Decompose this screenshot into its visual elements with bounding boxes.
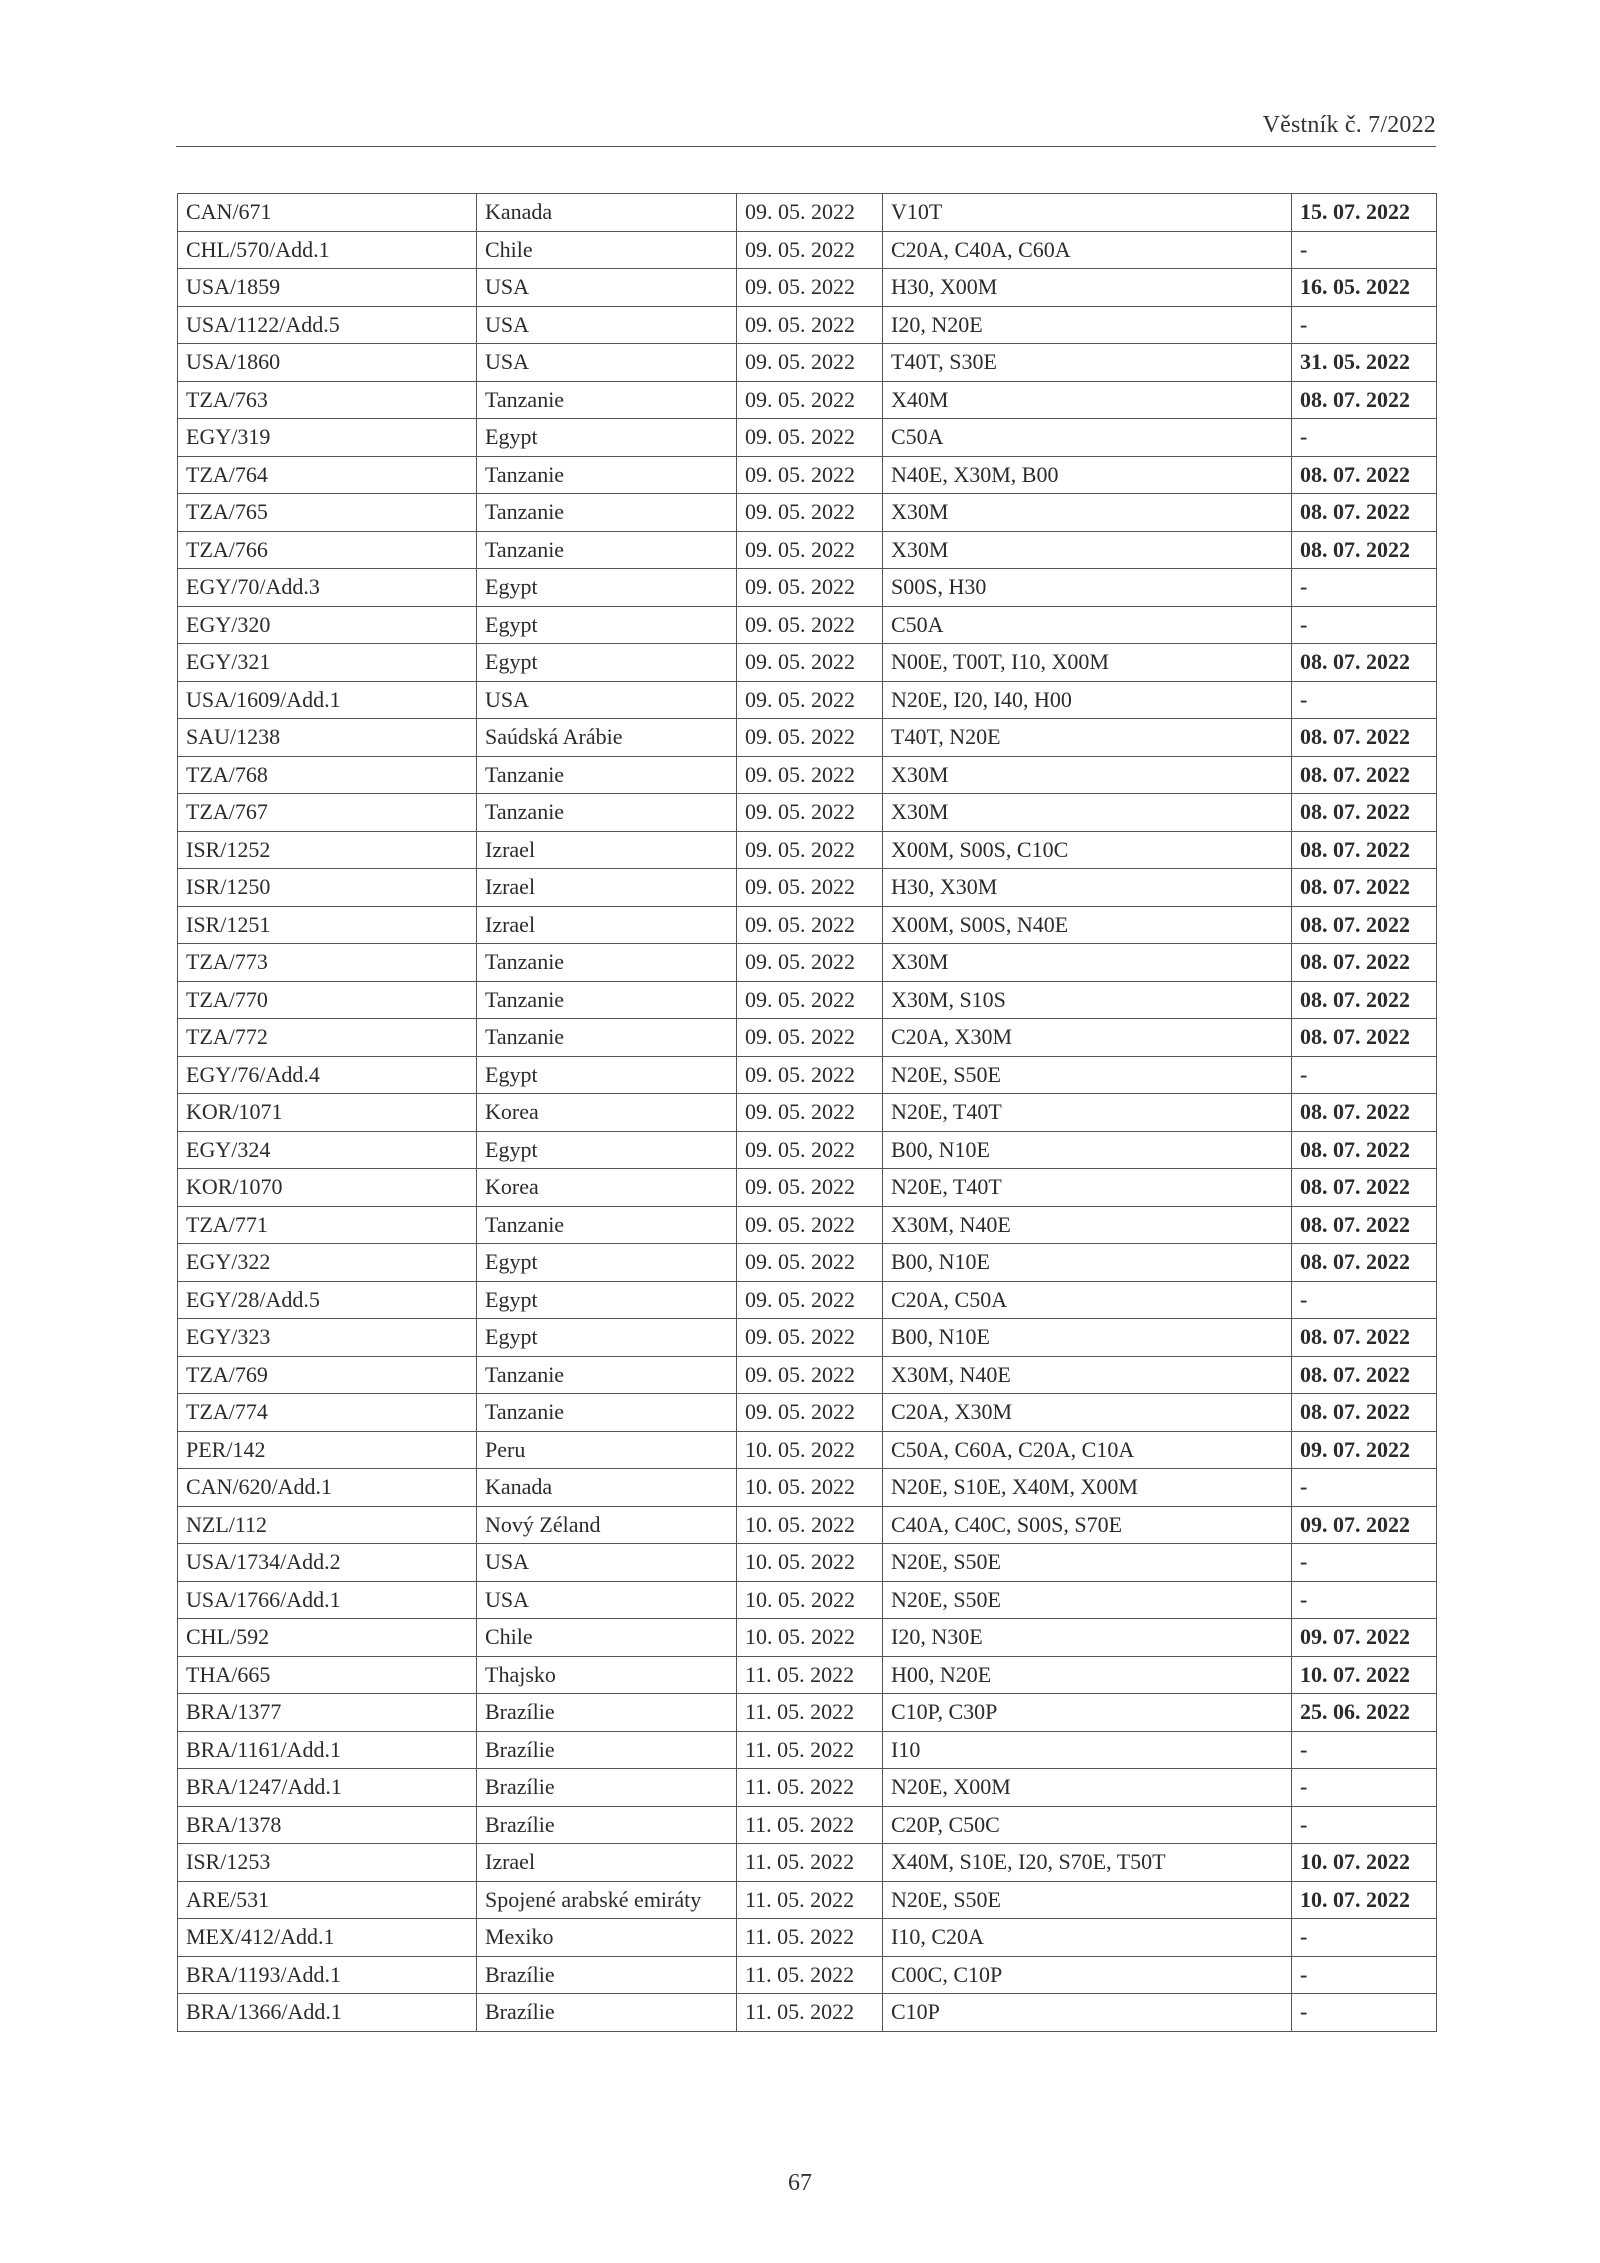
notification-id-cell: BRA/1161/Add.1 bbox=[178, 1731, 477, 1769]
country-cell: Tanzanie bbox=[477, 494, 737, 532]
country-cell: Egypt bbox=[477, 644, 737, 682]
country-cell: Nový Zéland bbox=[477, 1506, 737, 1544]
notification-id-cell: BRA/1247/Add.1 bbox=[178, 1769, 477, 1807]
table-row bbox=[178, 419, 1437, 457]
notification-id-cell: BRA/1378 bbox=[178, 1806, 477, 1844]
notification-id-cell: EGY/28/Add.5 bbox=[178, 1281, 477, 1319]
bulletin-title: Věstník č. 7/2022 bbox=[1262, 112, 1436, 138]
table-row bbox=[178, 1994, 1437, 2032]
product-codes-cell: C20A, X30M bbox=[883, 1019, 1292, 1057]
country-cell: USA bbox=[477, 1544, 737, 1582]
country-cell: Tanzanie bbox=[477, 1206, 737, 1244]
product-codes-cell: C40A, C40C, S00S, S70E bbox=[883, 1506, 1292, 1544]
notification-id-cell: SAU/1238 bbox=[178, 719, 477, 757]
date-cell: 09. 05. 2022 bbox=[737, 269, 883, 307]
country-cell: USA bbox=[477, 269, 737, 307]
date-cell: 09. 05. 2022 bbox=[737, 1281, 883, 1319]
country-cell: Tanzanie bbox=[477, 1356, 737, 1394]
product-codes-cell: X30M bbox=[883, 494, 1292, 532]
product-codes-cell: I20, N30E bbox=[883, 1619, 1292, 1657]
country-cell: Izrael bbox=[477, 1844, 737, 1882]
notification-id-cell: BRA/1193/Add.1 bbox=[178, 1956, 477, 1994]
product-codes-cell: C50A bbox=[883, 419, 1292, 457]
deadline-cell: 15. 07. 2022 bbox=[1292, 194, 1437, 232]
table-row bbox=[178, 1169, 1437, 1207]
product-codes-cell: X30M bbox=[883, 794, 1292, 832]
product-codes-cell: C20A, X30M bbox=[883, 1394, 1292, 1432]
country-cell: Egypt bbox=[477, 569, 737, 607]
country-cell: Thajsko bbox=[477, 1656, 737, 1694]
product-codes-cell: X30M bbox=[883, 944, 1292, 982]
notification-id-cell: USA/1122/Add.5 bbox=[178, 306, 477, 344]
table-row bbox=[178, 306, 1437, 344]
product-codes-cell: N20E, S50E bbox=[883, 1544, 1292, 1582]
notification-id-cell: USA/1734/Add.2 bbox=[178, 1544, 477, 1582]
product-codes-cell: T40T, S30E bbox=[883, 344, 1292, 382]
country-cell: Tanzanie bbox=[477, 794, 737, 832]
product-codes-cell: N20E, I20, I40, H00 bbox=[883, 681, 1292, 719]
table-row bbox=[178, 269, 1437, 307]
country-cell: Saúdská Arábie bbox=[477, 719, 737, 757]
date-cell: 09. 05. 2022 bbox=[737, 719, 883, 757]
product-codes-cell: I10, C20A bbox=[883, 1919, 1292, 1957]
product-codes-cell: X30M, N40E bbox=[883, 1356, 1292, 1394]
product-codes-cell: C00C, C10P bbox=[883, 1956, 1292, 1994]
notification-id-cell: ISR/1252 bbox=[178, 831, 477, 869]
date-cell: 09. 05. 2022 bbox=[737, 681, 883, 719]
notification-id-cell: THA/665 bbox=[178, 1656, 477, 1694]
product-codes-cell: X30M bbox=[883, 531, 1292, 569]
date-cell: 09. 05. 2022 bbox=[737, 831, 883, 869]
date-cell: 09. 05. 2022 bbox=[737, 419, 883, 457]
notification-id-cell: TZA/774 bbox=[178, 1394, 477, 1432]
product-codes-cell: X00M, S00S, N40E bbox=[883, 906, 1292, 944]
date-cell: 09. 05. 2022 bbox=[737, 1131, 883, 1169]
deadline-cell: - bbox=[1292, 1281, 1437, 1319]
country-cell: Tanzanie bbox=[477, 531, 737, 569]
country-cell: Egypt bbox=[477, 1244, 737, 1282]
notification-id-cell: EGY/323 bbox=[178, 1319, 477, 1357]
product-codes-cell: X40M bbox=[883, 381, 1292, 419]
notification-id-cell: KOR/1070 bbox=[178, 1169, 477, 1207]
country-cell: Izrael bbox=[477, 869, 737, 907]
country-cell: Egypt bbox=[477, 606, 737, 644]
deadline-cell: - bbox=[1292, 1469, 1437, 1507]
product-codes-cell: C20A, C50A bbox=[883, 1281, 1292, 1319]
table-row bbox=[178, 756, 1437, 794]
product-codes-cell: N20E, X00M bbox=[883, 1769, 1292, 1807]
date-cell: 09. 05. 2022 bbox=[737, 1206, 883, 1244]
table-row bbox=[178, 981, 1437, 1019]
product-codes-cell: I10 bbox=[883, 1731, 1292, 1769]
table-row bbox=[178, 1581, 1437, 1619]
country-cell: USA bbox=[477, 1581, 737, 1619]
deadline-cell: 08. 07. 2022 bbox=[1292, 1394, 1437, 1432]
date-cell: 10. 05. 2022 bbox=[737, 1544, 883, 1582]
deadline-cell: - bbox=[1292, 231, 1437, 269]
country-cell: Tanzanie bbox=[477, 1019, 737, 1057]
table-row bbox=[178, 231, 1437, 269]
table-row bbox=[178, 1956, 1437, 1994]
deadline-cell: - bbox=[1292, 306, 1437, 344]
table-row bbox=[178, 606, 1437, 644]
notification-id-cell: TZA/764 bbox=[178, 456, 477, 494]
notification-id-cell: USA/1766/Add.1 bbox=[178, 1581, 477, 1619]
table-row bbox=[178, 1694, 1437, 1732]
table-row bbox=[178, 531, 1437, 569]
country-cell: Brazílie bbox=[477, 1731, 737, 1769]
table-row bbox=[178, 1806, 1437, 1844]
product-codes-cell: C10P bbox=[883, 1994, 1292, 2032]
table-row bbox=[178, 1206, 1437, 1244]
country-cell: Brazílie bbox=[477, 1806, 737, 1844]
product-codes-cell: X00M, S00S, C10C bbox=[883, 831, 1292, 869]
date-cell: 11. 05. 2022 bbox=[737, 1844, 883, 1882]
notification-id-cell: EGY/70/Add.3 bbox=[178, 569, 477, 607]
notification-id-cell: EGY/324 bbox=[178, 1131, 477, 1169]
country-cell: Peru bbox=[477, 1431, 737, 1469]
country-cell: Izrael bbox=[477, 906, 737, 944]
table-row bbox=[178, 456, 1437, 494]
notification-id-cell: USA/1860 bbox=[178, 344, 477, 382]
deadline-cell: 08. 07. 2022 bbox=[1292, 1356, 1437, 1394]
deadline-cell: - bbox=[1292, 681, 1437, 719]
date-cell: 10. 05. 2022 bbox=[737, 1619, 883, 1657]
notification-id-cell: ISR/1250 bbox=[178, 869, 477, 907]
country-cell: Tanzanie bbox=[477, 981, 737, 1019]
country-cell: Chile bbox=[477, 1619, 737, 1657]
country-cell: USA bbox=[477, 344, 737, 382]
notification-id-cell: TZA/763 bbox=[178, 381, 477, 419]
table-row bbox=[178, 644, 1437, 682]
notification-id-cell: TZA/769 bbox=[178, 1356, 477, 1394]
deadline-cell: 08. 07. 2022 bbox=[1292, 831, 1437, 869]
product-codes-cell: C20P, C50C bbox=[883, 1806, 1292, 1844]
country-cell: Korea bbox=[477, 1094, 737, 1132]
date-cell: 09. 05. 2022 bbox=[737, 869, 883, 907]
notification-id-cell: BRA/1377 bbox=[178, 1694, 477, 1732]
product-codes-cell: N20E, S10E, X40M, X00M bbox=[883, 1469, 1292, 1507]
notification-id-cell: BRA/1366/Add.1 bbox=[178, 1994, 477, 2032]
date-cell: 09. 05. 2022 bbox=[737, 1056, 883, 1094]
deadline-cell: 08. 07. 2022 bbox=[1292, 381, 1437, 419]
country-cell: Egypt bbox=[477, 419, 737, 457]
deadline-cell: - bbox=[1292, 1731, 1437, 1769]
deadline-cell: 08. 07. 2022 bbox=[1292, 981, 1437, 1019]
notification-id-cell: TZA/768 bbox=[178, 756, 477, 794]
table-row bbox=[178, 1469, 1437, 1507]
date-cell: 09. 05. 2022 bbox=[737, 1019, 883, 1057]
country-cell: Tanzanie bbox=[477, 756, 737, 794]
country-cell: Kanada bbox=[477, 1469, 737, 1507]
deadline-cell: - bbox=[1292, 606, 1437, 644]
deadline-cell: 25. 06. 2022 bbox=[1292, 1694, 1437, 1732]
notification-id-cell: MEX/412/Add.1 bbox=[178, 1919, 477, 1957]
table-row bbox=[178, 1919, 1437, 1957]
deadline-cell: 10. 07. 2022 bbox=[1292, 1656, 1437, 1694]
date-cell: 09. 05. 2022 bbox=[737, 944, 883, 982]
notification-id-cell: TZA/773 bbox=[178, 944, 477, 982]
notification-id-cell: KOR/1071 bbox=[178, 1094, 477, 1132]
product-codes-cell: X30M, N40E bbox=[883, 1206, 1292, 1244]
notification-id-cell: USA/1859 bbox=[178, 269, 477, 307]
product-codes-cell: N20E, T40T bbox=[883, 1169, 1292, 1207]
table-row bbox=[178, 1769, 1437, 1807]
country-cell: Brazílie bbox=[477, 1956, 737, 1994]
country-cell: Brazílie bbox=[477, 1994, 737, 2032]
date-cell: 11. 05. 2022 bbox=[737, 1994, 883, 2032]
product-codes-cell: H30, X00M bbox=[883, 269, 1292, 307]
date-cell: 11. 05. 2022 bbox=[737, 1881, 883, 1919]
table-row bbox=[178, 1431, 1437, 1469]
table-row bbox=[178, 1131, 1437, 1169]
notification-id-cell: CAN/620/Add.1 bbox=[178, 1469, 477, 1507]
deadline-cell: 10. 07. 2022 bbox=[1292, 1844, 1437, 1882]
product-codes-cell: C50A, C60A, C20A, C10A bbox=[883, 1431, 1292, 1469]
deadline-cell: 08. 07. 2022 bbox=[1292, 869, 1437, 907]
deadline-cell: 08. 07. 2022 bbox=[1292, 1131, 1437, 1169]
table-body bbox=[178, 194, 1437, 2032]
date-cell: 09. 05. 2022 bbox=[737, 231, 883, 269]
product-codes-cell: X30M bbox=[883, 756, 1292, 794]
country-cell: Brazílie bbox=[477, 1769, 737, 1807]
date-cell: 09. 05. 2022 bbox=[737, 456, 883, 494]
date-cell: 11. 05. 2022 bbox=[737, 1731, 883, 1769]
notification-id-cell: EGY/319 bbox=[178, 419, 477, 457]
notification-id-cell: EGY/76/Add.4 bbox=[178, 1056, 477, 1094]
deadline-cell: 10. 07. 2022 bbox=[1292, 1881, 1437, 1919]
deadline-cell: - bbox=[1292, 1994, 1437, 2032]
notification-id-cell: USA/1609/Add.1 bbox=[178, 681, 477, 719]
date-cell: 11. 05. 2022 bbox=[737, 1656, 883, 1694]
table-row bbox=[178, 1394, 1437, 1432]
product-codes-cell: N00E, T00T, I10, X00M bbox=[883, 644, 1292, 682]
date-cell: 09. 05. 2022 bbox=[737, 306, 883, 344]
date-cell: 11. 05. 2022 bbox=[737, 1806, 883, 1844]
date-cell: 09. 05. 2022 bbox=[737, 381, 883, 419]
deadline-cell: 09. 07. 2022 bbox=[1292, 1506, 1437, 1544]
table-row bbox=[178, 1019, 1437, 1057]
notification-id-cell: TZA/765 bbox=[178, 494, 477, 532]
deadline-cell: - bbox=[1292, 1056, 1437, 1094]
country-cell: Mexiko bbox=[477, 1919, 737, 1957]
table-row bbox=[178, 1881, 1437, 1919]
product-codes-cell: B00, N10E bbox=[883, 1131, 1292, 1169]
table-row bbox=[178, 194, 1437, 232]
table-row bbox=[178, 1319, 1437, 1357]
table-row bbox=[178, 1244, 1437, 1282]
country-cell: Spojené arabské emiráty bbox=[477, 1881, 737, 1919]
table-row bbox=[178, 1844, 1437, 1882]
deadline-cell: - bbox=[1292, 569, 1437, 607]
deadline-cell: - bbox=[1292, 1769, 1437, 1807]
notification-id-cell: EGY/321 bbox=[178, 644, 477, 682]
product-codes-cell: C20A, C40A, C60A bbox=[883, 231, 1292, 269]
deadline-cell: 31. 05. 2022 bbox=[1292, 344, 1437, 382]
date-cell: 10. 05. 2022 bbox=[737, 1469, 883, 1507]
table-row bbox=[178, 381, 1437, 419]
deadline-cell: 08. 07. 2022 bbox=[1292, 1094, 1437, 1132]
table-row bbox=[178, 831, 1437, 869]
date-cell: 09. 05. 2022 bbox=[737, 906, 883, 944]
notification-id-cell: EGY/320 bbox=[178, 606, 477, 644]
product-codes-cell: N40E, X30M, B00 bbox=[883, 456, 1292, 494]
deadline-cell: 08. 07. 2022 bbox=[1292, 1319, 1437, 1357]
table-row bbox=[178, 1281, 1437, 1319]
table-row bbox=[178, 869, 1437, 907]
deadline-cell: 08. 07. 2022 bbox=[1292, 531, 1437, 569]
country-cell: Brazílie bbox=[477, 1694, 737, 1732]
date-cell: 10. 05. 2022 bbox=[737, 1506, 883, 1544]
date-cell: 09. 05. 2022 bbox=[737, 1169, 883, 1207]
table-row bbox=[178, 344, 1437, 382]
country-cell: Egypt bbox=[477, 1131, 737, 1169]
table-row bbox=[178, 1731, 1437, 1769]
notification-id-cell: CAN/671 bbox=[178, 194, 477, 232]
date-cell: 09. 05. 2022 bbox=[737, 1319, 883, 1357]
table-row bbox=[178, 719, 1437, 757]
country-cell: Tanzanie bbox=[477, 944, 737, 982]
product-codes-cell: N20E, S50E bbox=[883, 1056, 1292, 1094]
product-codes-cell: X30M, S10S bbox=[883, 981, 1292, 1019]
product-codes-cell: C10P, C30P bbox=[883, 1694, 1292, 1732]
date-cell: 09. 05. 2022 bbox=[737, 569, 883, 607]
date-cell: 11. 05. 2022 bbox=[737, 1769, 883, 1807]
date-cell: 09. 05. 2022 bbox=[737, 794, 883, 832]
product-codes-cell: S00S, H30 bbox=[883, 569, 1292, 607]
table-row bbox=[178, 944, 1437, 982]
notification-id-cell: TZA/772 bbox=[178, 1019, 477, 1057]
product-codes-cell: I20, N20E bbox=[883, 306, 1292, 344]
notification-id-cell: NZL/112 bbox=[178, 1506, 477, 1544]
country-cell: USA bbox=[477, 306, 737, 344]
country-cell: Tanzanie bbox=[477, 381, 737, 419]
country-cell: Egypt bbox=[477, 1056, 737, 1094]
deadline-cell: - bbox=[1292, 1806, 1437, 1844]
page-header bbox=[176, 112, 1436, 147]
date-cell: 09. 05. 2022 bbox=[737, 1244, 883, 1282]
notification-id-cell: PER/142 bbox=[178, 1431, 477, 1469]
date-cell: 11. 05. 2022 bbox=[737, 1919, 883, 1957]
product-codes-cell: B00, N10E bbox=[883, 1319, 1292, 1357]
table-row bbox=[178, 1506, 1437, 1544]
date-cell: 09. 05. 2022 bbox=[737, 344, 883, 382]
date-cell: 09. 05. 2022 bbox=[737, 756, 883, 794]
deadline-cell: 08. 07. 2022 bbox=[1292, 719, 1437, 757]
deadline-cell: 08. 07. 2022 bbox=[1292, 906, 1437, 944]
deadline-cell: - bbox=[1292, 419, 1437, 457]
country-cell: Korea bbox=[477, 1169, 737, 1207]
product-codes-cell: N20E, S50E bbox=[883, 1581, 1292, 1619]
table-row bbox=[178, 681, 1437, 719]
table-row bbox=[178, 569, 1437, 607]
country-cell: Egypt bbox=[477, 1319, 737, 1357]
deadline-cell: - bbox=[1292, 1956, 1437, 1994]
product-codes-cell: H30, X30M bbox=[883, 869, 1292, 907]
table-row bbox=[178, 1544, 1437, 1582]
product-codes-cell: N20E, S50E bbox=[883, 1881, 1292, 1919]
country-cell: USA bbox=[477, 681, 737, 719]
deadline-cell: - bbox=[1292, 1544, 1437, 1582]
date-cell: 11. 05. 2022 bbox=[737, 1694, 883, 1732]
deadline-cell: 08. 07. 2022 bbox=[1292, 1169, 1437, 1207]
product-codes-cell: H00, N20E bbox=[883, 1656, 1292, 1694]
date-cell: 09. 05. 2022 bbox=[737, 981, 883, 1019]
product-codes-cell: V10T bbox=[883, 194, 1292, 232]
deadline-cell: 08. 07. 2022 bbox=[1292, 1244, 1437, 1282]
notification-id-cell: ARE/531 bbox=[178, 1881, 477, 1919]
country-cell: Tanzanie bbox=[477, 1394, 737, 1432]
date-cell: 09. 05. 2022 bbox=[737, 1356, 883, 1394]
date-cell: 09. 05. 2022 bbox=[737, 1394, 883, 1432]
deadline-cell: 08. 07. 2022 bbox=[1292, 644, 1437, 682]
product-codes-cell: T40T, N20E bbox=[883, 719, 1292, 757]
table-row bbox=[178, 494, 1437, 532]
table-row bbox=[178, 1656, 1437, 1694]
date-cell: 09. 05. 2022 bbox=[737, 194, 883, 232]
notification-id-cell: TZA/766 bbox=[178, 531, 477, 569]
notification-id-cell: TZA/767 bbox=[178, 794, 477, 832]
deadline-cell: 08. 07. 2022 bbox=[1292, 944, 1437, 982]
date-cell: 09. 05. 2022 bbox=[737, 494, 883, 532]
country-cell: Chile bbox=[477, 231, 737, 269]
date-cell: 10. 05. 2022 bbox=[737, 1581, 883, 1619]
product-codes-cell: N20E, T40T bbox=[883, 1094, 1292, 1132]
notification-id-cell: CHL/570/Add.1 bbox=[178, 231, 477, 269]
deadline-cell: 09. 07. 2022 bbox=[1292, 1619, 1437, 1657]
deadline-cell: 08. 07. 2022 bbox=[1292, 794, 1437, 832]
date-cell: 09. 05. 2022 bbox=[737, 1094, 883, 1132]
notification-table bbox=[177, 193, 1437, 2032]
date-cell: 09. 05. 2022 bbox=[737, 531, 883, 569]
table-row bbox=[178, 1356, 1437, 1394]
table-row bbox=[178, 1056, 1437, 1094]
product-codes-cell: B00, N10E bbox=[883, 1244, 1292, 1282]
notification-id-cell: EGY/322 bbox=[178, 1244, 477, 1282]
deadline-cell: 08. 07. 2022 bbox=[1292, 1019, 1437, 1057]
country-cell: Kanada bbox=[477, 194, 737, 232]
notification-id-cell: CHL/592 bbox=[178, 1619, 477, 1657]
deadline-cell: 08. 07. 2022 bbox=[1292, 756, 1437, 794]
deadline-cell: - bbox=[1292, 1919, 1437, 1957]
country-cell: Egypt bbox=[477, 1281, 737, 1319]
table-row bbox=[178, 1094, 1437, 1132]
notification-id-cell: TZA/771 bbox=[178, 1206, 477, 1244]
deadline-cell: 08. 07. 2022 bbox=[1292, 456, 1437, 494]
table-row bbox=[178, 794, 1437, 832]
deadline-cell: 08. 07. 2022 bbox=[1292, 1206, 1437, 1244]
date-cell: 09. 05. 2022 bbox=[737, 644, 883, 682]
deadline-cell: 08. 07. 2022 bbox=[1292, 494, 1437, 532]
country-cell: Izrael bbox=[477, 831, 737, 869]
date-cell: 11. 05. 2022 bbox=[737, 1956, 883, 1994]
notification-id-cell: ISR/1251 bbox=[178, 906, 477, 944]
deadline-cell: - bbox=[1292, 1581, 1437, 1619]
product-codes-cell: X40M, S10E, I20, S70E, T50T bbox=[883, 1844, 1292, 1882]
notification-id-cell: ISR/1253 bbox=[178, 1844, 477, 1882]
deadline-cell: 09. 07. 2022 bbox=[1292, 1431, 1437, 1469]
page-number: 67 bbox=[788, 2170, 812, 2196]
table-row bbox=[178, 906, 1437, 944]
country-cell: Tanzanie bbox=[477, 456, 737, 494]
deadline-cell: 16. 05. 2022 bbox=[1292, 269, 1437, 307]
product-codes-cell: C50A bbox=[883, 606, 1292, 644]
notification-id-cell: TZA/770 bbox=[178, 981, 477, 1019]
table-row bbox=[178, 1619, 1437, 1657]
date-cell: 10. 05. 2022 bbox=[737, 1431, 883, 1469]
date-cell: 09. 05. 2022 bbox=[737, 606, 883, 644]
